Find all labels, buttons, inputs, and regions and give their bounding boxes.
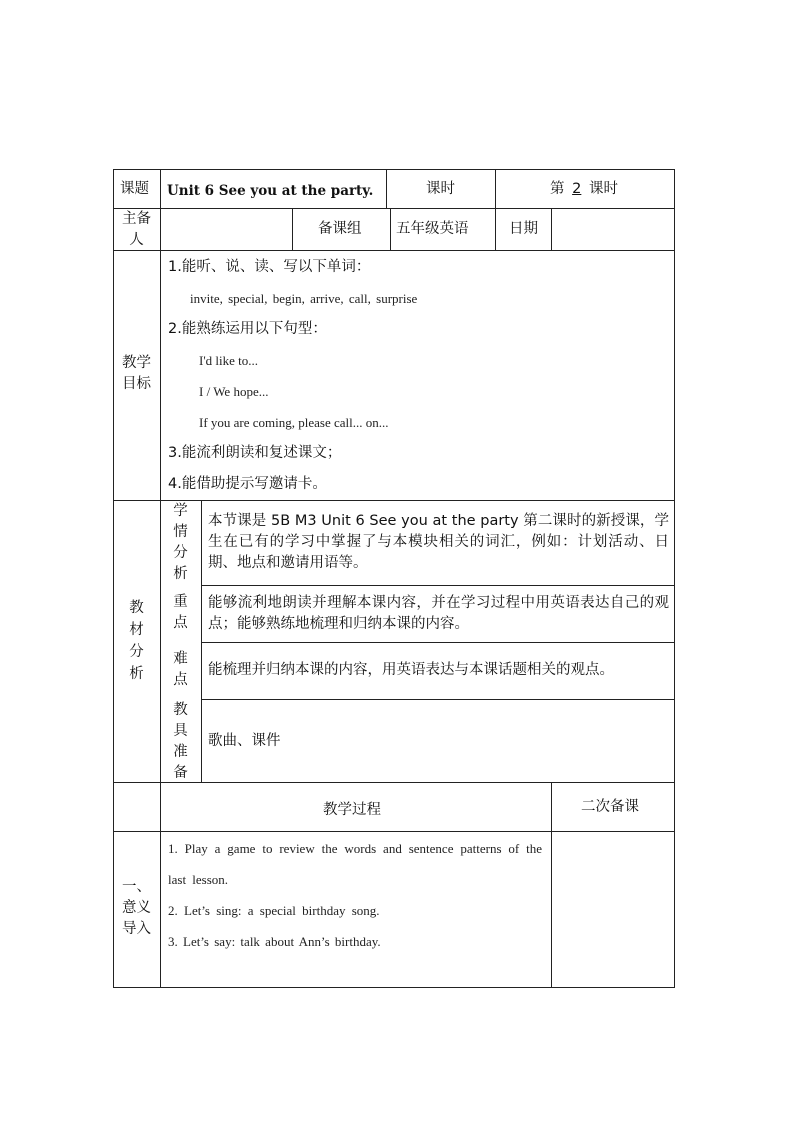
objective-item-2: 2.能熟练运用以下句型：	[168, 321, 327, 337]
group-label: 备课组	[318, 221, 362, 237]
date-label: 日期	[509, 221, 538, 237]
sentence-pattern-3: If you are coming, please call... on...	[199, 415, 389, 430]
period-prefix: 第	[550, 181, 565, 197]
row-divider	[201, 699, 675, 700]
materials-text: 歌曲、课件	[208, 733, 281, 749]
preparer-label: 主备 人	[122, 211, 151, 248]
difficulties-label: 难 点	[173, 651, 188, 688]
row-divider	[201, 585, 675, 586]
sentence-pattern-1: I'd like to...	[199, 353, 259, 368]
column-divider	[386, 169, 387, 209]
topic-value: Unit 6 See you at the party.	[167, 183, 374, 199]
analysis-label: 教 材 分 析	[129, 600, 144, 682]
row-divider	[113, 250, 675, 251]
column-divider	[551, 782, 552, 988]
table-border-top	[113, 169, 675, 170]
period-value	[550, 179, 618, 199]
row-divider	[113, 208, 675, 209]
column-divider	[390, 208, 391, 251]
topic-label: 课题	[120, 181, 149, 197]
learner-analysis-text: 本节课是 5B M3 Unit 6 See you at the party 第二课时的新授课，学生在已有的学习中掌握了与本模块相关的词汇，例如：计划活动、日期、地点和邀请用语等。	[208, 513, 669, 571]
materials-label: 教 具 准 备	[173, 702, 188, 781]
vocabulary-words: invite, special, begin, arrive, call, surprise	[190, 291, 418, 306]
column-divider	[160, 169, 161, 501]
process-step-3: 3. Let’s say: talk about Ann’s birthday.	[168, 934, 381, 949]
column-divider	[201, 500, 202, 783]
table-border-right	[674, 169, 675, 988]
period-suffix: 课时	[588, 181, 618, 197]
difficulties-text: 能梳理并归纳本课的内容，用英语表达与本课话题相关的观点。	[208, 662, 614, 678]
key-points-label: 重 点	[173, 594, 188, 631]
period-number: 2	[572, 181, 582, 197]
period-label: 课时	[426, 181, 455, 197]
column-divider	[160, 782, 161, 988]
row-divider	[113, 831, 675, 832]
process-heading: 教学过程	[323, 802, 381, 818]
group-value: 五年级英语	[396, 221, 469, 237]
objective-item-1: 1.能听、说、读、写以下单词：	[168, 259, 371, 275]
column-divider	[495, 208, 496, 251]
table-border-bottom	[113, 987, 675, 988]
sentence-pattern-2: I / We hope...	[199, 384, 269, 399]
objective-item-4: 4.能借助提示写邀请卡。	[168, 476, 327, 492]
key-points-text: 能够流利地朗读并理解本课内容，并在学习过程中用英语表达自己的观点；能够熟练地梳理和归纳本课的内容。	[208, 595, 669, 632]
process-step-2: 2. Let’s sing: a special birthday song.	[168, 903, 380, 918]
learner-analysis-label: 学 情 分 析	[173, 503, 188, 582]
column-divider	[292, 208, 293, 251]
column-divider	[495, 169, 496, 209]
objectives-label: 教学 目标	[122, 355, 151, 392]
process-step-1: 1. Play a game to review the words and sentence patterns of the last lesson.	[168, 841, 542, 887]
second-prep-heading: 二次备课	[581, 799, 639, 815]
column-divider	[551, 208, 552, 251]
table-border-left	[113, 169, 114, 988]
row-divider	[201, 642, 675, 643]
section-1-label: 一、 意义 导入	[122, 879, 151, 937]
objective-item-3: 3.能流利朗读和复述课文；	[168, 445, 342, 461]
